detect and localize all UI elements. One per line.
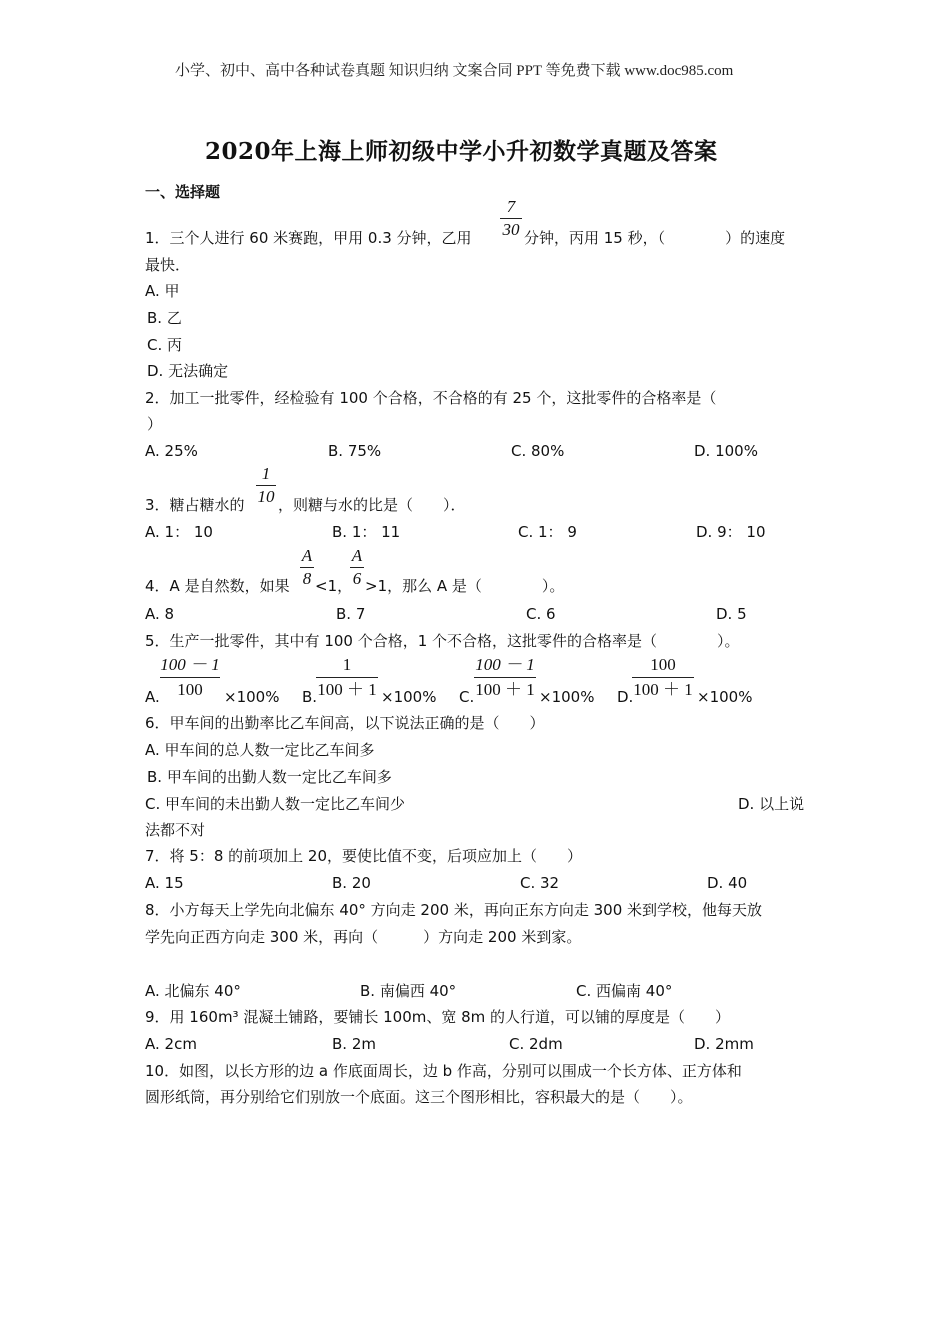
q9-option-b: B. 2m — [332, 1035, 376, 1053]
q5-option-c-suffix: ×100% — [539, 688, 595, 706]
q3-option-d: D. 9： 10 — [696, 523, 766, 541]
q4-option-d: D. 5 — [716, 605, 747, 623]
q5-a-den: 100 — [177, 680, 203, 699]
q3-text-b: ，则糖与水的比是（ ）． — [278, 496, 466, 514]
q5-option-a-fraction — [160, 654, 220, 701]
q4-f2-num: A — [351, 546, 363, 565]
q10-line1: 10．如图，以长方形的边 a 作底面周长，边 b 作高，分别可以围成一个长方体、正方体和 — [145, 1062, 742, 1080]
q5-line1: 5．生产一批零件，其中有 100 个合格，1 个不合格，这批零件的合格率是（ ）。 — [145, 632, 740, 650]
q3-frac-den: 10 — [257, 487, 275, 506]
q4-text-c: >1，那么 A 是（ ）。 — [365, 577, 565, 595]
q8-line1: 8．小方每天上学先向北偏东 40° 方向走 200 米，再向正东方向走 300 米到学校，他每天放 — [145, 901, 763, 919]
q10-line2: 圆形纸筒，再分别给它们别放一个底面。这三个图形相比，容积最大的是（ ）。 — [145, 1088, 693, 1106]
q5-b-den: 100 ＋ 1 — [317, 680, 377, 699]
q1-option-b: B. 乙 — [147, 309, 182, 327]
q3-option-b: B. 1： 11 — [332, 523, 401, 541]
q5-option-a-label: A. — [145, 688, 160, 706]
q5-option-d-suffix: ×100% — [697, 688, 753, 706]
q5-option-c-fraction — [474, 654, 536, 701]
q2-line1: 2．加工一批零件，经检验有 100 个合格，不合格的有 25 个，这批零件的合格率是（ — [145, 389, 717, 407]
q2-option-c: C. 80% — [511, 442, 565, 460]
q6-option-d-cont: 法都不对 — [145, 821, 206, 839]
q9-option-d: D. 2mm — [694, 1035, 754, 1053]
q3-frac-num: 1 — [261, 464, 271, 483]
q7-option-a: A. 15 — [145, 874, 184, 892]
q4-option-a: A. 8 — [145, 605, 175, 623]
q4-option-b: B. 7 — [336, 605, 366, 623]
q4-text-a: 4．A 是自然数，如果 — [145, 577, 290, 595]
q6-option-a: A. 甲车间的总人数一定比乙车间多 — [145, 741, 375, 759]
q6-option-d: D. 以上说 — [738, 795, 805, 813]
q1-option-d: D. 无法确定 — [147, 362, 229, 380]
q1-line2: 最快． — [145, 256, 191, 274]
q4-option-c: C. 6 — [526, 605, 556, 623]
q5-c-num: 100 － 1 — [475, 655, 535, 674]
page-header: 小学、初中、高中各种试卷真题 知识归纳 文案合同 PPT 等免费下载 www.doc985.com — [175, 63, 734, 79]
q1-option-c: C. 丙 — [147, 336, 183, 354]
q5-option-d-fraction — [632, 654, 694, 701]
q4-f1-num: A — [301, 546, 313, 565]
q7-line1: 7．将 5：8 的前项加上 20，要使比值不变，后项应加上（ ） — [145, 847, 583, 865]
section-heading: 一、选择题 — [145, 183, 221, 201]
q1-fraction — [500, 197, 522, 240]
q5-d-den: 100 ＋ 1 — [633, 680, 693, 699]
q2-option-a: A. 25% — [145, 442, 198, 460]
q5-option-b-label: B. — [302, 688, 318, 706]
q7-option-d: D. 40 — [707, 874, 748, 892]
q1-text-a: 1．三个人进行 60 米赛跑，甲用 0.3 分钟，乙用 — [145, 229, 472, 247]
q3-fraction — [256, 464, 276, 507]
q6-line1: 6．甲车间的出勤率比乙车间高，以下说法正确的是（ ） — [145, 714, 545, 732]
q3-text-a: 3．糖占糖水的 — [145, 496, 245, 514]
q5-option-d-label: D. — [617, 688, 634, 706]
q5-option-b-suffix: ×100% — [381, 688, 437, 706]
q2-option-d: D. 100% — [694, 442, 758, 460]
q5-d-num: 100 — [650, 655, 676, 674]
q8-option-c: C. 西偏南 40° — [576, 982, 673, 1000]
q5-option-a-suffix: ×100% — [224, 688, 280, 706]
q1-frac-den: 30 — [502, 220, 520, 239]
q9-line1: 9．用 160m³ 混凝土铺路，要铺长 100m、宽 8m 的人行道，可以铺的厚度是（ ） — [145, 1008, 731, 1026]
q8-option-b: B. 南偏西 40° — [360, 982, 457, 1000]
q3-option-c: C. 1： 9 — [518, 523, 577, 541]
q3-option-a: A. 1： 10 — [145, 523, 213, 541]
q6-option-c: C. 甲车间的未出勤人数一定比乙车间少 — [145, 795, 406, 813]
q4-fraction-1 — [300, 546, 314, 589]
q1-frac-num: 7 — [506, 197, 516, 216]
q4-fraction-2 — [350, 546, 364, 589]
q1-text-b: 分钟，丙用 15 秒，（ ）的速度 — [524, 229, 786, 247]
q2-line2: ） — [147, 415, 163, 433]
page-title: 2020年上海上师初级中学小升初数学真题及答案 — [205, 138, 718, 165]
q4-f1-den: 8 — [302, 569, 312, 588]
q9-option-a: A. 2cm — [145, 1035, 197, 1053]
q2-option-b: B. 75% — [328, 442, 382, 460]
q8-line2: 学先向正西方向走 300 米，再向（ ）方向走 200 米到家。 — [145, 928, 582, 946]
q4-text-b: <1， — [315, 577, 353, 595]
q8-option-a: A. 北偏东 40° — [145, 982, 241, 1000]
q7-option-c: C. 32 — [520, 874, 560, 892]
q9-option-c: C. 2dm — [509, 1035, 563, 1053]
q7-option-b: B. 20 — [332, 874, 371, 892]
q5-option-c-label: C. — [459, 688, 475, 706]
q6-option-b: B. 甲车间的出勤人数一定比乙车间多 — [147, 768, 392, 786]
q5-option-b-fraction — [316, 654, 378, 701]
q5-c-den: 100 ＋ 1 — [475, 680, 535, 699]
q5-b-num: 1 — [342, 655, 352, 674]
q4-f2-den: 6 — [352, 569, 362, 588]
q1-option-a: A. 甲 — [145, 282, 180, 300]
q5-a-num: 100 － 1 — [160, 655, 220, 674]
